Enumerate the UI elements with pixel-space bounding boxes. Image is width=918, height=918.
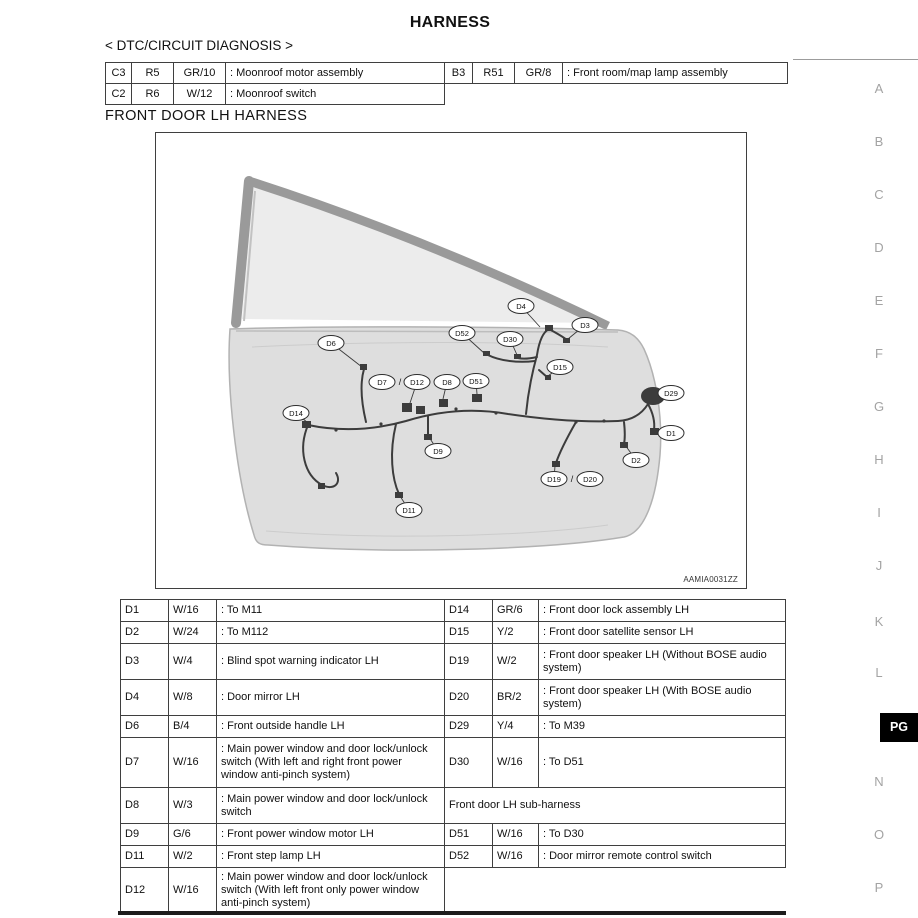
connector-color-cell: B/4 [169,716,217,738]
connector-label-d29 [658,386,684,401]
svg-text:D30: D30 [503,334,517,344]
connector-color-cell: W/8 [169,680,217,716]
connector-tables [120,599,786,914]
table-row [121,868,445,914]
table-row [106,84,445,105]
side-tab-l: L [875,665,883,680]
connector-desc-cell: : To D30 [539,824,786,846]
connector-color-cell: BR/2 [493,680,539,716]
side-tab-f: F [875,346,883,361]
table-row [121,622,445,644]
connector-label-d7 [369,375,395,390]
side-tab-b: B [874,134,884,149]
side-tab-e: E [874,293,884,308]
table-row [445,788,786,824]
connector-id-cell: D2 [121,622,169,644]
svg-text:D4: D4 [516,301,526,311]
connector-color-cell: W/4 [169,644,217,680]
table-row [106,63,445,84]
connector-id-cell: D29 [445,716,493,738]
grid-ref-cell: R5 [132,63,174,84]
table-row [445,644,786,680]
connector-id-cell: B3 [445,63,473,84]
connector-desc-cell: : Front door speaker LH (Without BOSE audio system) [539,644,786,680]
connector-id-cell: D3 [121,644,169,680]
connector-desc-cell: : Main power window and door lock/unlock switch (With left and right front power window anti-pinch system) [217,738,445,788]
connector-desc-cell: : Front outside handle LH [217,716,445,738]
page-title: HARNESS [409,14,491,31]
connector-desc-cell: : Front step lamp LH [217,846,445,868]
svg-text:D52: D52 [455,328,469,338]
table-row [121,716,445,738]
connector-desc-cell: : To M112 [217,622,445,644]
connector-color-cell: G/6 [169,824,217,846]
connector-color-cell: W/16 [493,824,539,846]
connector-color-cell: W/16 [493,738,539,788]
connector-id-cell: D7 [121,738,169,788]
connector-id-cell: D11 [121,846,169,868]
table-row [121,824,445,846]
subharness-label-cell: Front door LH sub-harness [445,788,786,824]
connector-table-right [444,599,786,868]
table-row [121,644,445,680]
table-row [121,680,445,716]
connector-desc-cell: : Front door lock assembly LH [539,600,786,622]
connector-id-cell: D19 [445,644,493,680]
connector-color-cell: W/2 [169,846,217,868]
connector-color-cell: Y/4 [493,716,539,738]
svg-text:D2: D2 [631,455,641,465]
top-connector-tables [105,62,788,105]
connector-color-cell: Y/2 [493,622,539,644]
svg-text:D8: D8 [442,377,452,387]
connector-color-cell: W/2 [493,644,539,680]
connector-desc-cell: : To M11 [217,600,445,622]
harness-figure [155,132,747,589]
connector-color-cell: W/16 [493,846,539,868]
door-panel [229,327,661,550]
header-rule [793,59,918,60]
connector-desc-cell: : Door mirror remote control switch [539,846,786,868]
connector-id-cell: D20 [445,680,493,716]
table-row [445,824,786,846]
table-row [445,680,786,716]
side-tab-g: G [873,399,885,414]
label-separator: / [570,474,574,484]
table-row [445,716,786,738]
page-bottom-edge [118,911,786,915]
top-table-left [105,62,445,105]
connector-desc-cell: : To M39 [539,716,786,738]
connector-desc-cell: : Front door satellite sensor LH [539,622,786,644]
svg-text:D15: D15 [553,362,567,372]
svg-text:D19: D19 [547,474,561,484]
connector-desc-cell: : Front door speaker LH (With BOSE audio system) [539,680,786,716]
connector-color-cell: W/16 [169,600,217,622]
connector-desc-cell: : Moonroof motor assembly [226,63,445,84]
side-tab-i: I [877,505,881,520]
top-table-right [444,62,788,84]
belt-line [236,331,618,332]
side-tab-j: J [875,558,883,573]
connector-id-cell: C3 [106,63,132,84]
table-row [445,600,786,622]
connector-id-cell: D4 [121,680,169,716]
connector-id-cell: C2 [106,84,132,105]
svg-text:D9: D9 [433,446,443,456]
svg-text:D1: D1 [666,428,676,438]
connector-color-cell: W/3 [169,788,217,824]
table-row [121,600,445,622]
side-tab-n: N [874,774,884,789]
connector-id-cell: D1 [121,600,169,622]
svg-text:D29: D29 [664,388,678,398]
svg-text:D20: D20 [583,474,597,484]
connector-id-cell: D52 [445,846,493,868]
section-header: < DTC/CIRCUIT DIAGNOSIS > [105,38,294,53]
connector-id-cell: D6 [121,716,169,738]
connector-id-cell: D8 [121,788,169,824]
connector-color-cell: W/16 [169,738,217,788]
grid-ref-cell: R51 [473,63,515,84]
subsection-title: FRONT DOOR LH HARNESS [105,108,308,124]
table-row [121,788,445,824]
connector-color-cell: GR/6 [493,600,539,622]
svg-text:D12: D12 [410,377,424,387]
table-row [121,738,445,788]
table-row [445,738,786,788]
table-row [445,846,786,868]
connector-label-d20 [577,472,603,487]
svg-text:D6: D6 [326,338,336,348]
svg-text:D7: D7 [377,377,387,387]
table-row [121,846,445,868]
door-harness-diagram [156,133,744,586]
table-row [445,63,788,84]
connector-desc-cell: : Blind spot warning indicator LH [217,644,445,680]
side-tab-h: H [874,452,884,467]
svg-text:D51: D51 [469,376,483,386]
side-tab-c: C [874,187,884,202]
grid-ref-cell: R6 [132,84,174,105]
connector-id-cell: D30 [445,738,493,788]
svg-text:D3: D3 [580,320,590,330]
side-tab-k: K [874,614,884,629]
connector-desc-cell: : Front room/map lamp assembly [563,63,788,84]
side-tab-d: D [874,240,884,255]
connector-color-cell: GR/10 [174,63,226,84]
figure-code: AAMIA0031ZZ [683,575,738,584]
connector-desc-cell: : Moonroof switch [226,84,445,105]
svg-text:D11: D11 [402,505,416,515]
side-tab-active: PG [880,713,918,742]
connector-desc-cell: : Main power window and door lock/unlock switch [217,788,445,824]
connector-table-left [120,599,445,914]
connector-desc-cell: : Front power window motor LH [217,824,445,846]
connector-id-cell: D15 [445,622,493,644]
side-tab-p: P [874,880,884,895]
label-separator: / [398,377,402,387]
connector-id-cell: D14 [445,600,493,622]
connector-color-cell: W/16 [169,868,217,914]
connector-id-cell: D51 [445,824,493,846]
side-tab-a: A [874,81,884,96]
connector-id-cell: D12 [121,868,169,914]
connector-desc-cell: : Main power window and door lock/unlock switch (With left front only power window anti-pinch system) [217,868,445,914]
svg-text:D14: D14 [289,408,303,418]
side-tab-o: O [873,827,885,842]
connector-color-cell: GR/8 [515,63,563,84]
connector-id-cell: D9 [121,824,169,846]
connector-color-cell: W/12 [174,84,226,105]
connector-desc-cell: : To D51 [539,738,786,788]
connector-color-cell: W/24 [169,622,217,644]
table-row [445,622,786,644]
connector-desc-cell: : Door mirror LH [217,680,445,716]
